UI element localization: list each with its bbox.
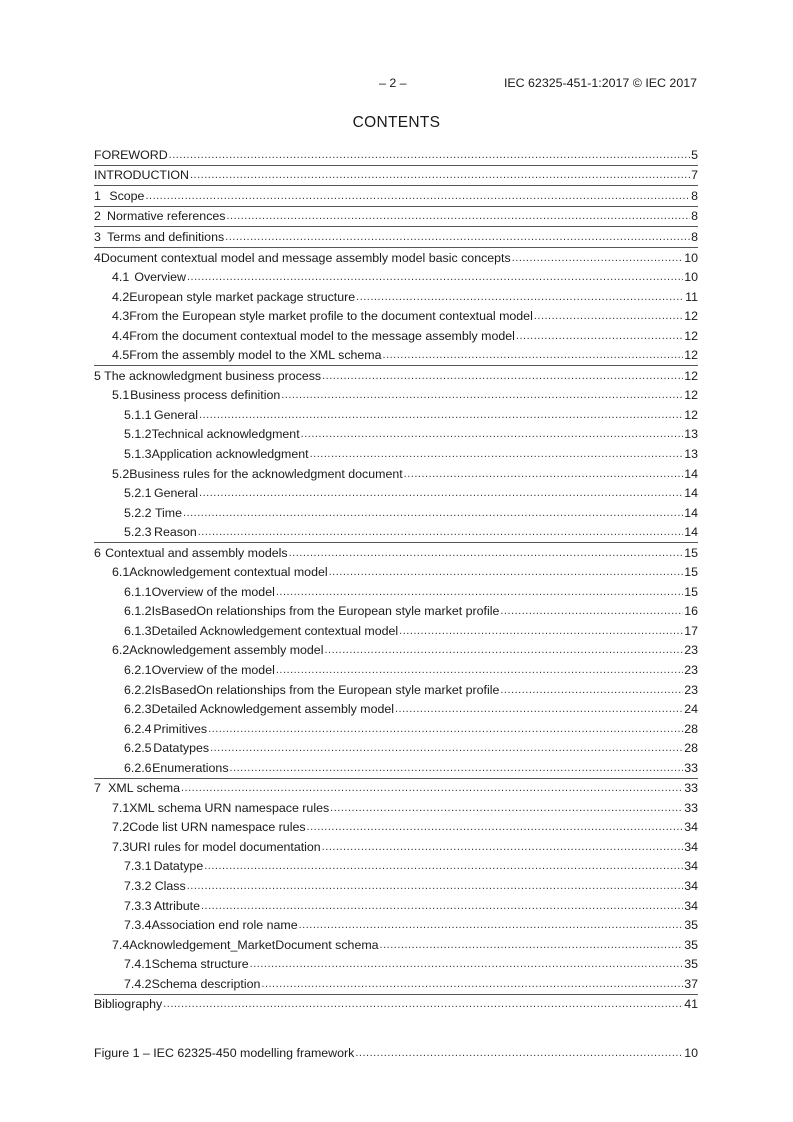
dot-leader [310,448,684,460]
toc-entry-page: 12 [684,368,698,383]
toc-entry-number: 7.3.4 [124,918,152,933]
toc-entry-title: Class [154,879,186,893]
toc-entry-number: 4.5 [112,348,130,363]
toc-entry[interactable] [94,602,698,622]
toc-entry-number: 2 [94,209,101,224]
toc-entry-title: Document contextual model and message assembly model basic concepts [100,250,511,265]
toc-entry-title: Overview of the model [151,662,275,677]
dot-leader [169,149,690,161]
toc-entry-number: 5.1.1 [124,407,152,422]
toc-entry-page: 10 [684,270,698,285]
toc-entry-title: From the document contextual model to the message assembly model [129,328,515,343]
dot-leader [208,723,683,735]
toc-entry-page: 23 [684,643,698,658]
toc-entry-title: Acknowledgement_MarketDocument schema [129,937,379,952]
toc-entry-number: 7.3.2 [124,879,152,893]
toc-entry-title: FOREWORD [94,147,168,162]
toc-entry-title: XML schema URN namespace rules [129,800,330,815]
toc-entry-page: 33 [684,800,698,815]
dot-leader [301,428,684,440]
toc-entry-page: 15 [684,584,698,599]
dot-leader [299,919,684,931]
toc-entry-title: Time [154,505,183,520]
toc-entry-number: 7.3.1 [124,859,152,874]
dot-leader [199,409,683,421]
toc-entry-number: 6.1.2 [124,604,152,619]
toc-entry-number: 4.1 [112,270,130,285]
toc-entry-title: Attribute [153,898,200,913]
dot-leader [281,389,683,401]
toc-entry-page: 15 [684,565,698,580]
toc-entry[interactable] [94,345,698,365]
toc-entry[interactable] [94,226,698,247]
toc-entry-title: Schema description [151,976,261,991]
toc-entry[interactable] [94,778,698,799]
toc-entry-title: From the assembly model to the XML schema [129,348,382,363]
toc-entry-title: Business process definition [130,388,281,403]
toc-entry[interactable] [94,974,698,994]
toc-entry-title: XML schema [108,781,180,796]
toc-entry-page: 8 [691,229,698,244]
toc-entry-page: 41 [684,997,698,1012]
list-of-figures [94,1043,698,1063]
toc-entry-page: 35 [684,937,698,952]
page-title: CONTENTS [352,114,441,131]
toc-entry-title: Scope [109,188,145,203]
toc-entry-title: European style market package structure [129,289,356,304]
toc-entry-page: 33 [684,760,698,775]
toc-entry-title: Detailed Acknowledgement assembly model [151,702,394,717]
toc-entry-page: 10 [684,250,698,265]
dot-leader [198,526,683,538]
toc-entry-page: 35 [684,957,698,972]
toc-entry-page: 28 [684,721,698,736]
toc-entry-page: 14 [684,466,698,481]
toc-entry[interactable] [94,719,698,739]
toc-entry-number: 7.3 [112,839,130,854]
dot-leader [187,271,683,283]
toc-entry[interactable] [94,185,698,206]
dot-leader [500,684,683,696]
toc-entry-page: 17 [684,623,698,638]
toc-entry-number: 4.4 [112,328,130,343]
toc-entry[interactable] [94,896,698,916]
toc-entry-title: Application acknowledgment [151,446,309,461]
toc-entry[interactable] [94,798,698,818]
dot-leader [399,625,683,637]
dot-leader [183,507,683,519]
toc-entry-number: 7 [94,781,101,796]
toc-entry-page: 13 [684,427,698,442]
toc-entry[interactable] [94,542,698,563]
toc-entry-page: 5 [691,147,698,162]
toc-entry-page: 12 [684,407,698,422]
toc-entry-number: 1 [94,188,101,203]
toc-entry[interactable] [94,483,698,503]
toc-entry[interactable] [94,680,698,700]
toc-entry-title: Datatype [153,859,204,874]
table-of-contents [94,145,698,1014]
toc-entry-page: 37 [684,976,698,991]
toc-entry-number: 5 [94,368,101,383]
toc-entry[interactable] [94,145,698,165]
dot-leader [404,468,684,480]
toc-entry-title: IsBasedOn relationships from the European style market profile [151,604,500,619]
toc-entry-page: 12 [684,328,698,343]
toc-entry-number: 7.3.3 [124,898,152,913]
dot-leader [145,190,690,202]
toc-entry-title: General [153,407,199,422]
dot-leader [210,742,683,754]
dot-leader [322,370,683,382]
toc-entry-number: 6 [94,545,101,560]
dot-leader [199,487,683,499]
toc-entry[interactable] [94,444,698,464]
toc-entry-number: 6.2.4 [124,721,152,736]
dot-leader [226,210,690,222]
dot-leader [534,310,683,322]
toc-entry[interactable] [94,306,698,326]
toc-entry-number: 6.1.3 [124,623,152,638]
toc-entry[interactable] [94,915,698,935]
toc-entry-page: 10 [684,1045,698,1060]
toc-entry[interactable] [94,464,698,484]
toc-entry-title: Reason [154,525,197,540]
page-number: – 2 – [379,76,407,90]
toc-entry-page: 35 [684,918,698,933]
toc-entry-number: 6.2.1 [124,662,152,677]
toc-entry-title: Overview of the model [151,584,275,599]
toc-entry-number: 6.2.2 [124,682,152,697]
toc-entry-number: 5.1.3 [124,446,152,461]
toc-entry-title: Primitives [153,721,208,736]
toc-entry-title: General [153,486,199,501]
toc-entry-number: 4.3 [112,309,130,324]
toc-entry-number: 6.2.6 [124,760,152,775]
toc-entry-page: 34 [684,820,698,835]
toc-entry-number: 5.1 [112,388,130,403]
toc-entry-page: 7 [691,168,698,183]
toc-entry-title: URI rules for model documentation [129,839,321,854]
toc-entry-title: Terms and definitions [107,229,225,244]
toc-entry-number: 6.1.1 [124,584,152,599]
toc-entry-number: 6.2.3 [124,702,152,717]
toc-entry-number: 7.4.2 [124,976,152,991]
toc-entry[interactable] [94,386,698,406]
toc-entry-title: Schema structure [151,957,249,972]
toc-entry-title: Acknowledgement contextual model [129,565,328,580]
toc-entry-page: 24 [684,702,698,717]
toc-entry-page: 12 [684,309,698,324]
toc-entry[interactable] [94,247,698,268]
toc-entry-page: 14 [684,486,698,501]
dot-leader [516,330,683,342]
dot-leader [204,860,683,872]
toc-entry[interactable] [94,641,698,661]
toc-entry-title: Normative references [107,209,226,224]
toc-entry-title: Bibliography [94,997,163,1012]
dot-leader [395,703,683,715]
dot-leader [276,586,683,598]
toc-entry-number: 6.1 [112,565,130,580]
toc-entry-number: 5.2 [112,466,130,481]
dot-leader [322,841,684,853]
toc-entry-number: 7.4.1 [124,957,152,972]
dot-leader [330,802,683,814]
toc-entry-number: 6.2.5 [124,741,152,756]
dot-leader [261,978,683,990]
standard-reference: IEC 62325-451-1:2017 © IEC 2017 [503,76,697,90]
toc-entry[interactable] [94,857,698,877]
toc-entry[interactable] [94,562,698,582]
toc-entry-number: 4 [94,250,101,265]
toc-entry-page: 12 [684,388,698,403]
dot-leader [355,1047,683,1059]
dot-leader [250,958,684,970]
dot-leader [329,566,684,578]
toc-entry[interactable] [94,206,698,227]
dot-leader [190,169,690,181]
toc-entry[interactable] [94,405,698,425]
toc-entry-page: 23 [684,682,698,697]
toc-entry-number: 7.2 [112,820,130,835]
toc-entry-number: 7.4 [112,937,130,952]
toc-entry-title: Overview [134,270,186,285]
toc-entry[interactable] [94,758,698,778]
toc-entry-page: 13 [684,446,698,461]
toc-entry[interactable] [94,660,698,680]
dot-leader [380,939,684,951]
toc-entry-title: Acknowledgement assembly model [129,643,324,658]
toc-entry-title: INTRODUCTION [94,168,189,183]
toc-entry[interactable] [94,522,698,542]
dot-leader [512,252,684,264]
toc-entry-page: 28 [684,741,698,756]
toc-entry-page: 15 [684,545,698,560]
toc-entry-title: Contextual and assembly models [105,545,288,560]
dot-leader [230,762,684,774]
toc-entry-number: 4.2 [112,289,130,304]
toc-entry[interactable] [94,165,698,186]
toc-entry[interactable] [94,425,698,445]
toc-entry-title: Detailed Acknowledgement contextual model [151,623,399,638]
toc-entry-number: 5.1.2 [124,427,152,442]
dot-leader [383,349,684,361]
toc-entry-title: From the European style market profile to the document contextual model [129,309,533,324]
dot-leader [163,998,683,1010]
toc-entry-page: 11 [685,289,698,304]
toc-entry[interactable] [94,876,698,896]
toc-entry[interactable] [94,738,698,758]
toc-entry[interactable] [94,287,698,307]
toc-entry-page: 34 [684,898,698,913]
toc-entry-title: Association end role name [151,918,298,933]
toc-entry-number: 6.2 [112,643,130,658]
toc-entry-page: 34 [684,879,698,893]
toc-entry-number: 5.2.1 [124,486,152,501]
toc-entry-page: 23 [684,662,698,677]
toc-entry[interactable] [94,365,698,386]
toc-entry-number: 7.1 [112,800,130,815]
toc-entry-number: 5.2.3 [124,525,152,540]
dot-leader [500,605,683,617]
toc-entry[interactable] [94,326,698,346]
toc-entry[interactable] [94,582,698,602]
toc-entry-title: Business rules for the acknowledgment document [129,466,403,481]
toc-entry[interactable] [94,837,698,857]
toc-entry-page: 34 [684,859,698,874]
toc-entry-page: 8 [691,209,698,224]
toc-entry-page: 16 [684,604,698,619]
toc-entry-page: 8 [691,188,698,203]
toc-entry-title: The acknowledgment business process [104,368,322,383]
toc-entry-page: 14 [684,505,698,520]
toc-entry-number: 5.2.2 [124,505,152,520]
dot-leader [324,644,683,656]
figure-entry[interactable] [94,1043,698,1063]
dot-leader [201,900,683,912]
toc-entry-title: Technical acknowledgment [151,427,300,442]
dot-leader [276,664,683,676]
toc-entry-page: 34 [684,839,698,854]
toc-entry-title: Enumerations [152,760,229,775]
toc-entry[interactable] [94,699,698,719]
dot-leader [225,231,690,243]
toc-entry-page: 33 [684,781,698,796]
toc-entry-title: Code list URN namespace rules [129,820,306,835]
dot-leader [289,547,684,559]
toc-entry[interactable] [94,994,698,1015]
toc-entry[interactable] [94,621,698,641]
dot-leader [307,821,684,833]
toc-entry-number: 3 [94,229,101,244]
toc-entry-title: Datatypes [153,741,210,756]
toc-entry[interactable] [94,954,698,974]
toc-entry[interactable] [94,935,698,955]
dot-leader [187,880,684,892]
dot-leader [356,291,684,303]
dot-leader [181,782,683,794]
toc-entry-title: Figure 1 – IEC 62325-450 modelling framework [94,1045,355,1060]
page-header [0,76,793,92]
toc-entry-page: 12 [684,348,698,363]
toc-entry-title: IsBasedOn relationships from the European style market profile [151,682,500,697]
toc-entry[interactable] [94,267,698,287]
toc-entry[interactable] [94,503,698,523]
toc-entry-page: 14 [684,525,698,540]
toc-entry[interactable] [94,818,698,838]
